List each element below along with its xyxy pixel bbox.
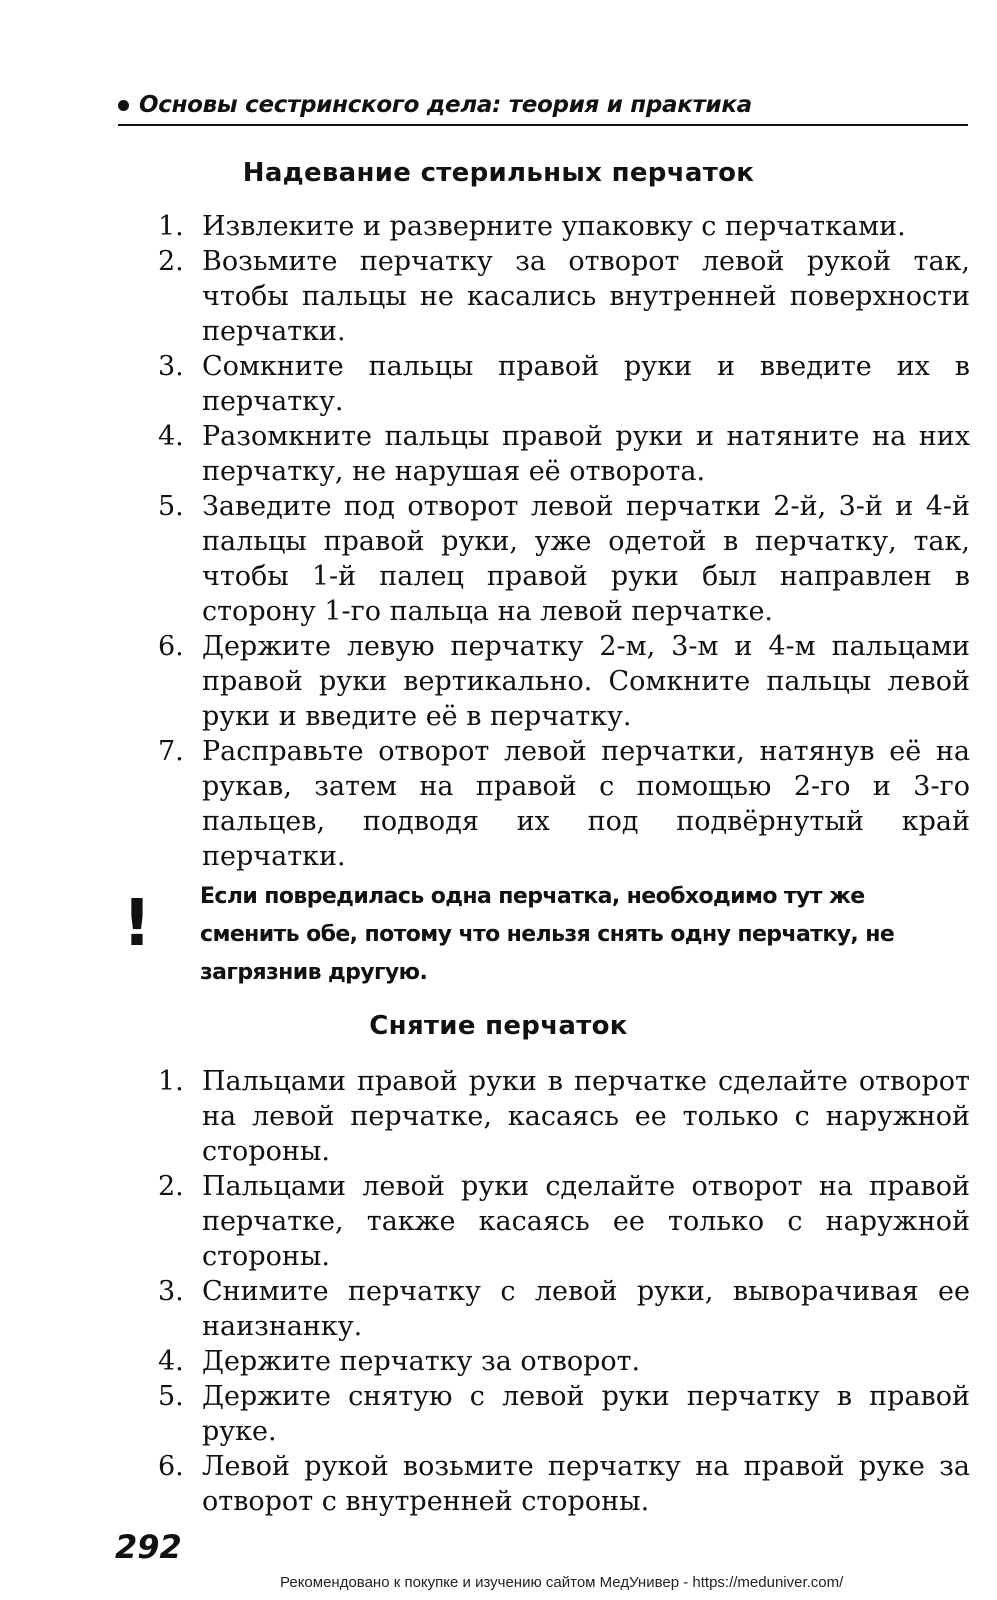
section-title-removal: Снятие перчаток	[369, 1011, 628, 1041]
list-item: 3. Сомкните пальцы правой руки и введите их в перчатку.	[158, 351, 970, 417]
list-item: 4. Разомкните пальцы правой руки и натяните на них перчатку, не нарушая её отворота.	[158, 421, 970, 487]
page-number: 292	[115, 1528, 182, 1566]
list-item: 6. Левой рукой возьмите перчатку на правой руке за отворот с внутренней стороны.	[158, 1451, 970, 1517]
list-item: 5. Держите снятую с левой руки перчатку в правой руке.	[158, 1381, 970, 1447]
list-item: 2. Возьмите перчатку за отворот левой рукой так, чтобы пальцы не касались внутренней поверхности перчатки.	[158, 246, 970, 347]
list-item: 5. Заведите под отворот левой перчатки 2-й, 3-й и 4-й пальцы правой руки, уже одетой в перчатку, так, чтобы 1-й палец правой руки был направлен в сторону 1-го пальца на левой перчатке.	[158, 491, 970, 627]
list-item: 4. Держите перчатку за отворот.	[158, 1346, 641, 1377]
donning-steps-list	[158, 209, 970, 874]
list-item: 2. Пальцами левой руки сделайте отворот на правой перчатке, также касаясь ее только с наружной стороны.	[158, 1171, 970, 1272]
header-title: Основы сестринского дела: теория и практика	[139, 92, 752, 118]
removal-steps-list	[158, 1064, 970, 1519]
list-item: 1. Пальцами правой руки в перчатке сделайте отворот на левой перчатке, касаясь ее только с наружной стороны.	[158, 1066, 970, 1167]
running-header	[118, 92, 968, 126]
list-item: 6. Держите левую перчатку 2-м, 3-м и 4-м пальцами правой руки вертикально. Сомкните пальцы левой руки и введите её в перчатку.	[158, 631, 970, 732]
list-item: 7. Расправьте отворот левой перчатки, натянув её на рукав, затем на правой с помощью 2-го и 3-го пальцев, подводя их под подвёрнутый край перчатки.	[158, 736, 970, 872]
bullet-icon	[118, 100, 129, 111]
section-title-donning: Надевание стерильных перчаток	[242, 158, 755, 188]
warning-note: Если повредилась одна перчатка, необходимо тут же сменить обе, потому что нельзя снять одну перчатку, не загрязнив другую.	[200, 884, 895, 985]
exclamation-icon: !	[122, 887, 152, 961]
footer-link-text: Рекомендовано к покупке и изучению сайтом МедУнивер - https://meduniver.com/	[280, 1574, 844, 1591]
list-item: 1. Извлеките и разверните упаковку с перчатками.	[158, 211, 906, 242]
list-item: 3. Снимите перчатку с левой руки, выворачивая ее наизнанку.	[158, 1276, 970, 1342]
